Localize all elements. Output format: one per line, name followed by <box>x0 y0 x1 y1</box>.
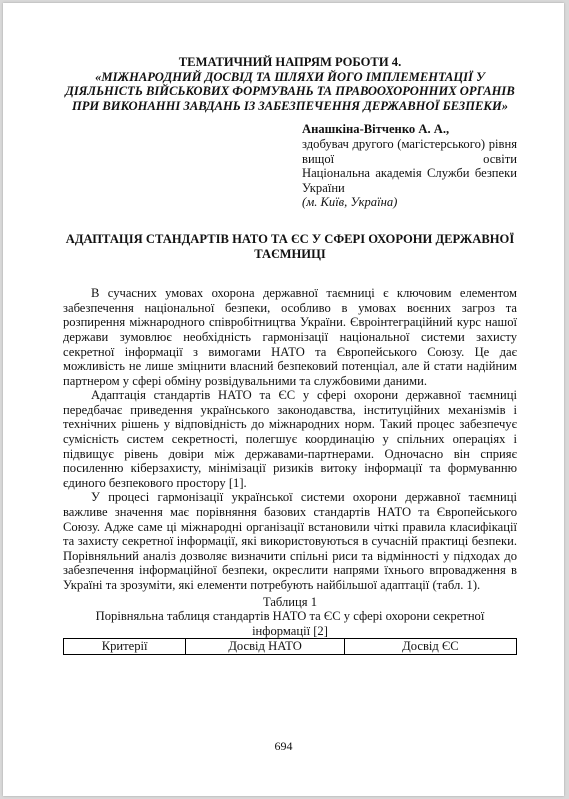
table-label: Таблиця 1 <box>262 594 318 609</box>
page-content <box>63 55 517 655</box>
theme-heading <box>63 55 517 113</box>
author-location: (м. Київ, Україна) <box>302 195 398 210</box>
article-title: АДАПТАЦІЯ СТАНДАРТІВ НАТО ТА ЄС У СФЕРІ ОХОРОНИ ДЕРЖАВНОЇ ТАЄМНИЦІ <box>65 231 515 261</box>
table-header-criteria: Критерії <box>64 639 186 655</box>
paragraph-3: У процесі гармонізації української системи охорони державної таємниці важливе значення має порівняння базових стандартів НАТО та Європейського Союзу. Адже саме ці міжнародні організації встановили чіткі правила класифікації та захисту секретної інформації, які використовуються в сучасній практиці безпеки. Порівняльний аналіз дозволяє визначити спільні риси та відмінності у підходах до забезпечення інформаційної безпеки, окреслити напрями їхнього впровадження в Україні та зрозуміти, які елементи потребують найбільшої адаптації (табл. 1). <box>63 490 517 592</box>
author-block <box>63 122 517 210</box>
table-header-nato: Досвід НАТО <box>186 639 345 655</box>
page-number: 694 <box>274 739 293 753</box>
author-affiliation: Національна академія Служби безпеки України <box>302 166 517 195</box>
paragraph-1: В сучасних умовах охорона державної таємниці є ключовим елементом забезпечення національної безпеки, особливо в умовах воєнних загроз та розпирення міжнародного співробітництва України. Євроінтеграційний курс нашої держави зумовлює необхідність гармонізації національної системи захисту секретної інформації з вимогами НАТО та Європейського Союзу. Це дає можливість не лише зміцнити власний безпековий потенціал, але й стати надійним партнером у сфері обміну розвідувальними та службовими даними. <box>63 286 517 388</box>
author-degree: здобувач другого (магістерського) рівня вищої освіти <box>302 136 517 166</box>
table-caption: Порівняльна таблиця стандартів НАТО та ЄС у сфері охорони секретної інформації [2] <box>95 609 485 638</box>
comparison-table <box>63 638 517 655</box>
theme-heading-line1: ТЕМАТИЧНИЙ НАПРЯМ РОБОТИ 4. <box>178 55 402 69</box>
theme-heading-line2: «МІЖНАРОДНИЙ ДОСВІД ТА ШЛЯХИ ЙОГО ІМПЛЕМЕНТАЦІЇ У ДІЯЛЬНІСТЬ ВІЙСЬКОВИХ ФОРМУВАНЬ ТА ПРАВООХОРОННИХ ОРГАНІВ ПРИ ВИКОНАННІ ЗАВДАНЬ ІЗ ЗАБЕЗПЕЧЕННЯ ДЕРЖАВНОЇ БЕЗПЕКИ» <box>65 69 515 113</box>
author-name: Анашкіна-Вітченко А. А., <box>302 122 450 137</box>
table-header-row <box>64 639 517 655</box>
table-header-eu: Досвід ЄС <box>344 639 516 655</box>
document-page <box>3 3 564 796</box>
paragraph-2: Адаптація стандартів НАТО та ЄС у сфері охорони державної таємниці передбачає приведення українського законодавства, інституційних механізмів і технічних рішень у відповідність до міжнародних норм. Такий процес забезпечує сумісність систем секретності, полегшує координацію у спільних операціях і підвищує рівень довіри між державами-партнерами. Одночасно він сприяє посиленню кіберзахисту, мінімізації ризиків витоку інформації та формуванню єдиного безпекового простору [1]. <box>63 388 517 490</box>
